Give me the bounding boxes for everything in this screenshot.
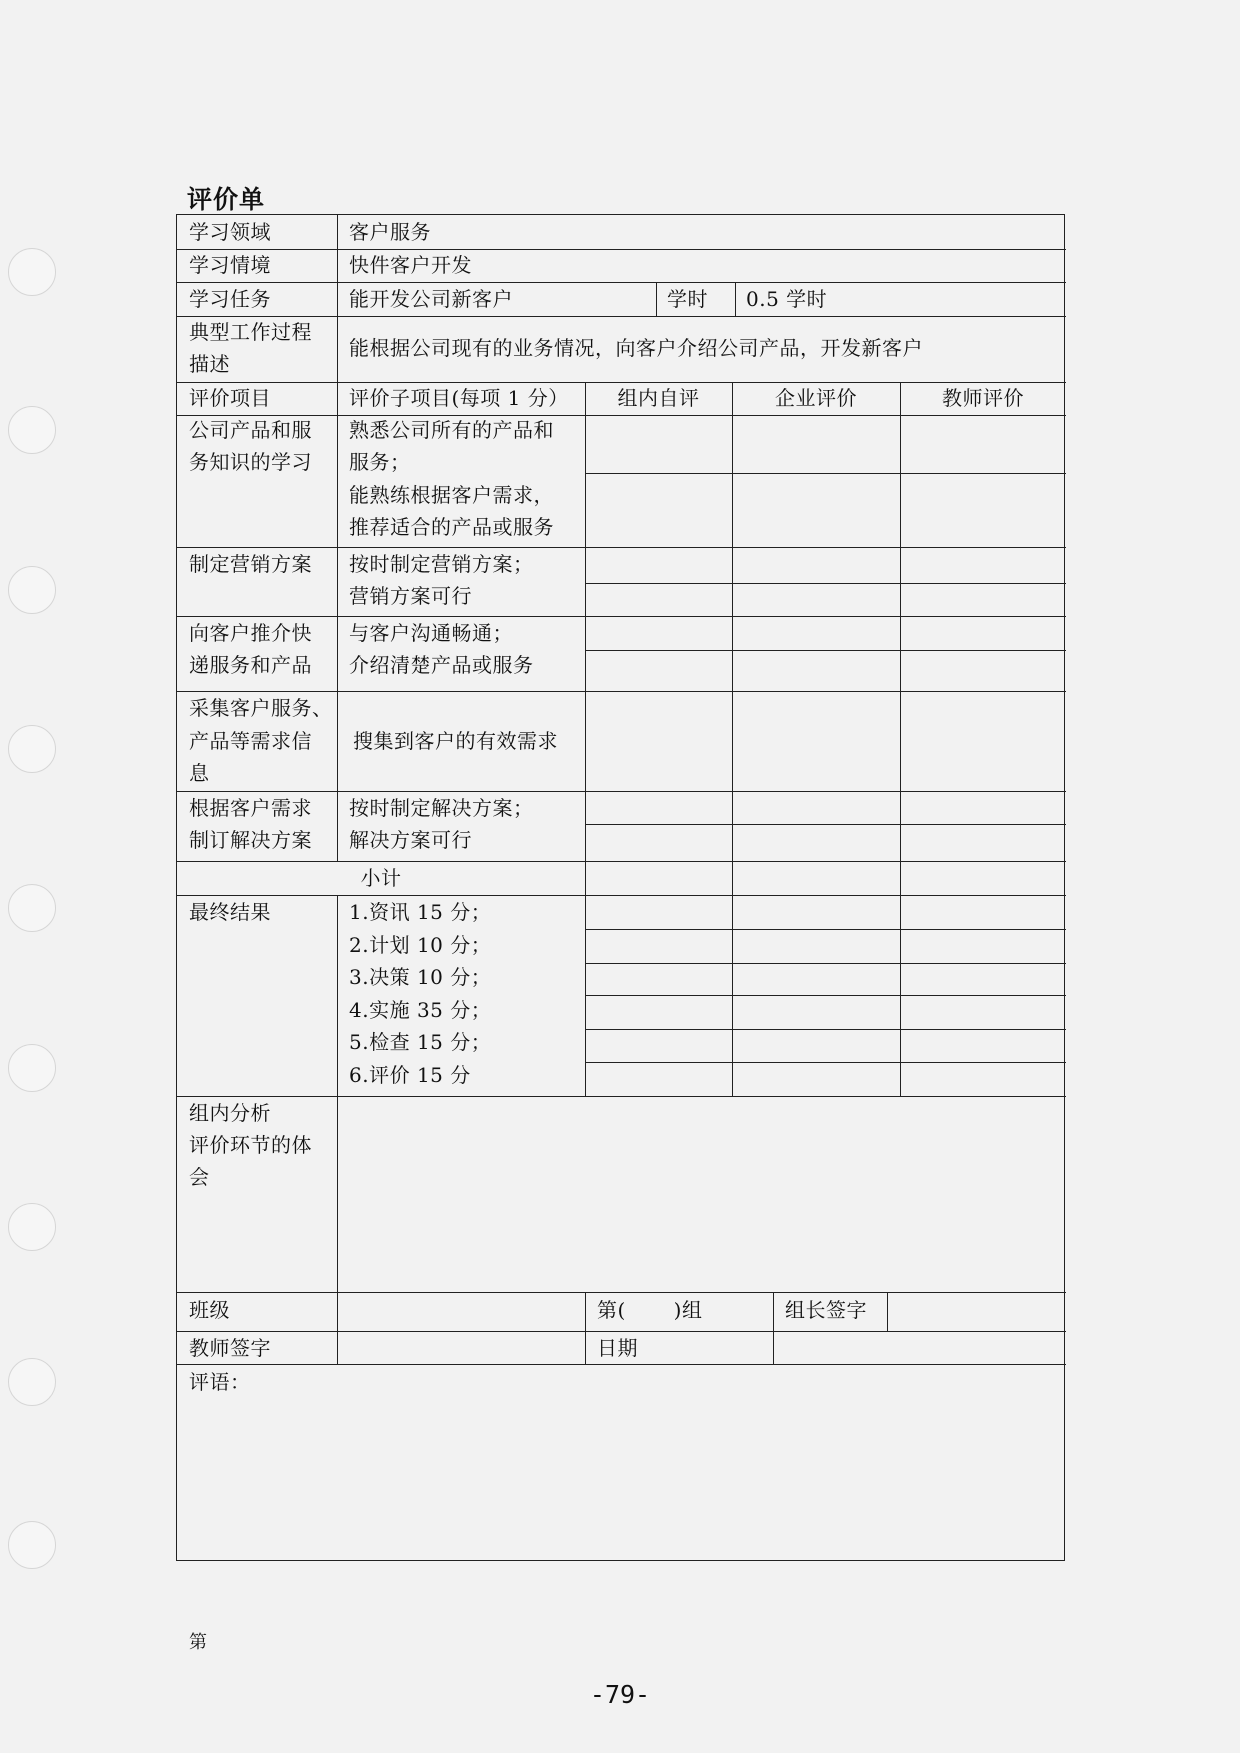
learning-domain-value: 客户服务 [349,220,431,244]
comments-label: 评语： [189,1370,251,1394]
column-header-item: 评价项目 [189,386,271,410]
final-result-label: 最终结果 [189,900,271,924]
binder-hole [8,406,56,454]
evaluation-item-name: 产品等需求信 [189,729,312,753]
final-result-item: 1.资讯 15 分； [349,900,492,924]
row-line [585,650,1066,651]
row-line [585,1062,1066,1063]
evaluation-sub-item: 介绍清楚产品或服务 [349,653,534,677]
process-label: 描述 [189,352,230,376]
leader-sign-label: 组长签字 [785,1298,867,1322]
date-label: 日期 [597,1336,638,1360]
evaluation-sub-item: 能熟练根据客户需求， [349,483,554,507]
row-line [585,963,1066,964]
hours-value: 0.5 学时 [746,287,828,311]
group-analysis-label: 组内分析 [189,1101,271,1125]
hours-label: 学时 [667,287,708,311]
evaluation-item-name: 制订解决方案 [189,828,312,852]
subtotal-label: 小计 [360,866,402,890]
column-header-company-eval: 企业评价 [775,386,857,410]
group-analysis-label: 会 [189,1165,210,1189]
process-value: 能根据公司现有的业务情况，向客户介绍公司产品，开发新客户 [349,336,923,360]
row-line [585,824,1066,825]
final-result-item: 2.计划 10 分； [349,933,492,957]
evaluation-sub-item: 解决方案可行 [349,828,472,852]
col-line [337,382,338,861]
binder-hole [8,566,56,614]
row-line [585,473,1066,474]
final-result-item: 4.实施 35 分； [349,998,492,1022]
column-header-teacher-eval: 教师评价 [942,386,1024,410]
evaluation-item-name: 递服务和产品 [189,653,312,677]
col-line [585,382,586,1096]
evaluation-item-name: 制定营销方案 [189,552,312,576]
binder-hole [8,1521,56,1569]
learning-domain-label: 学习领域 [189,220,271,244]
col-line [656,282,657,316]
group-analysis-label: 评价环节的体 [189,1133,312,1157]
row-line [177,282,1066,283]
evaluation-sub-item: 营销方案可行 [349,584,472,608]
row-line [177,1292,1066,1293]
col-line [735,282,736,316]
col-line [337,895,338,1364]
evaluation-item-name: 采集客户服务、 [189,696,333,720]
evaluation-sub-item: 按时制定解决方案； [349,796,534,820]
final-result-item: 3.决策 10 分； [349,965,492,989]
row-line [177,895,1066,896]
process-label: 典型工作过程 [189,320,312,344]
binder-hole [8,1203,56,1251]
col-line [732,382,733,1096]
final-result-item: 5.检查 15 分； [349,1030,492,1054]
binder-hole [8,248,56,296]
column-header-sub-item: 评价子项目(每项 1 分） [349,386,569,410]
class-label: 班级 [189,1298,230,1322]
binder-hole [8,884,56,932]
learning-task-value: 能开发公司新客户 [349,287,513,311]
group-number-label: 第( )组 [597,1298,703,1322]
evaluation-item-name: 根据客户需求 [189,796,312,820]
evaluation-sub-item: 推荐适合的产品或服务 [349,515,554,539]
evaluation-item-name: 务知识的学习 [189,450,312,474]
learning-situation-label: 学习情境 [189,253,271,277]
col-line [900,382,901,1096]
binder-hole [8,725,56,773]
evaluation-item-name: 向客户推介快 [189,621,312,645]
row-line [585,929,1066,930]
binder-hole [8,1044,56,1092]
form-title: 评价单 [187,185,266,214]
evaluation-sub-item: 熟悉公司所有的产品和 [349,418,554,442]
column-header-self-eval: 组内自评 [617,386,700,410]
teacher-sign-label: 教师签字 [189,1336,271,1360]
row-line [177,1096,1066,1097]
evaluation-table [176,214,1065,1561]
evaluation-sub-item: 与客户沟通畅通； [349,621,513,645]
evaluation-item-name: 息 [189,761,210,785]
evaluation-sub-item: 服务； [349,450,411,474]
row-line [585,995,1066,996]
learning-task-label: 学习任务 [189,287,271,311]
row-line [177,249,1066,250]
evaluation-sub-item: 按时制定营销方案； [349,552,534,576]
col-line [887,1292,888,1331]
evaluation-item-name: 公司产品和服 [189,418,312,442]
col-line [773,1292,774,1364]
footnote: 第 [189,1632,207,1653]
final-result-item: 6.评价 15 分 [349,1063,471,1087]
col-line [585,1292,586,1364]
row-line [585,1029,1066,1030]
col-line [337,215,338,382]
row-line [585,583,1066,584]
binder-hole [8,1358,56,1406]
page-number: -79- [589,1680,651,1709]
learning-situation-value: 快件客户开发 [349,253,472,277]
evaluation-sub-item: 搜集到客户的有效需求 [353,729,558,753]
